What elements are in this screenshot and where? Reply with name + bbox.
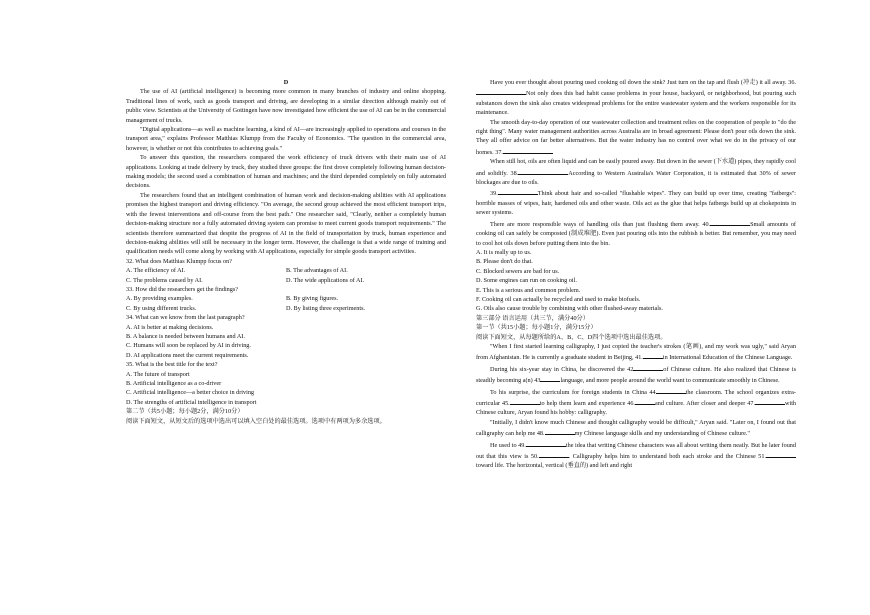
passage-paragraph: The researchers found that an intelligent combination of human work and decision-making abilities with AI applications promises the highest transport and driving efficiency. "On average, the second group achieved the most efficient transport trips, with the fewest interventions and off-course from the best path." One researcher said, "Clearly, neither a completely human decision-making structure nor a fully automated driving system can promise to meet current goods transport requirements." The scientists therefore summarized that despite the progress of AI in the field of transportation by truck, human experience and decision-making abilities will still be necessary in the longer term. However, the challenge is that a wide range of training and qualification needs will come along by working with AI applications, especially for simple goods transport activities.: [126, 191, 446, 256]
passage-paragraph: To answer this question, the researchers compared the work efficiency of truck drivers with their main use of AI applications. Looking at trade delivery by truck, they studied three groups: the first drove completely following human decision-making models; the second used a combination of human and machines; and the third depended completely on fully automated decisions.: [126, 154, 446, 190]
answer-blank[interactable]: [540, 374, 560, 382]
option-a: A. The future of transport: [126, 370, 190, 378]
answer-blank[interactable]: [510, 397, 540, 405]
section-instruction: 阅读下面短文，从短文后的选项中选出可以填入空白处的最佳选项。选项中有两项为多余选项。: [126, 417, 386, 425]
section-instruction: 阅读下面短文，从每题所给的A、B、C、D四个选项中选出最佳选项。: [476, 333, 667, 341]
option-a: A. AI is better at making decisions.: [126, 323, 214, 331]
option-b: B. By giving figures.: [286, 295, 339, 303]
option-b: B. Artificial intelligence as a co-driver: [126, 380, 222, 387]
answer-blank[interactable]: [643, 351, 663, 359]
cloze-paragraph: "When I first started learning calligraphy, I just copied the teacher's strokes (笔画), and my work was ugly," said Aryan from Afghanistan. He is currently a graduate student in Beijing, 41. in International Education of the Chinese Language.: [476, 342, 796, 362]
option-d: D. AI applications meet the current requirements.: [126, 351, 249, 359]
passage-paragraph: "Digital applications—as well as machine learning, a kind of AI—are increasingly applied to operations and courses in the transport area," explains Professor Matthias Klumpp from the Faculty of Economics. "The question in the commercial area, however, is whether or not this contributes to achieving goals.": [126, 126, 446, 152]
question-stem: 35. What is the best title for the text?: [126, 361, 218, 369]
cloze-paragraph: The smooth day-to-day operation of our wastewater collection and treatment relies on the cooperation of people to "do the right thing". Many water management authorities across Australia are in broad agreement: Please don't pour oils down the sink. They all offer advice on far better alternatives. But the water industry has no control over what we do in the privacy of our homes. 37.: [476, 118, 796, 156]
cloze-paragraph: 39. Think about hair and so-called "flushable wipes". They can build up over time, creating "fatbergs": horrible masses of wipes, hair, hardened oils and other waste. Oils act as the glue that helps fatbergs build up at chokepoints in sewer systems.: [476, 187, 796, 217]
option-row: [126, 276, 446, 285]
cloze-paragraph: When still hot, oils are often liquid and can be easily poured away. But down in the sewer (下水道) pipes, they rapidly cool and solidify. 38. According to Western Australia's Water Corporation, it is estimated that 30% of sewer blockages are due to oils.: [476, 158, 796, 187]
section-title: 第一节（共15小题；每小题1分，满分15分）: [476, 324, 597, 332]
option-d: D. The strengths of artificial intelligence in transport: [126, 398, 257, 406]
option-c: C. Blocked sewers are bad for us.: [476, 267, 560, 275]
answer-blank[interactable]: [766, 450, 796, 458]
right-column: [476, 78, 796, 471]
answer-blank[interactable]: [526, 439, 566, 447]
cloze-paragraph: There are more responsible ways of handling oils than just flushing them away. 40. Small amounts of cooking oil can safely be composted (制成堆肥). Even just pouring oils into the rubbish is better. But remember, you may need to cool hot oils down before putting them into the bin.: [476, 218, 796, 248]
option-d: D. Some engines can run on cooking oil.: [476, 277, 577, 285]
cloze-paragraph: He used to 49. the idea that writing Chinese characters was all about writing them neatly. But he later found out that this view is 50. . Calligraphy helps him to understand both each stroke and the Chinese 51.toward life. The horizontal, vertical (垂直的) and left and right: [476, 439, 796, 471]
answer-blank[interactable]: [710, 218, 750, 226]
passage-heading: D: [283, 79, 289, 86]
question-stem: 32. What does Matthias Klumpp focus on?: [126, 257, 232, 265]
option-b: B. Please don't do that.: [476, 258, 533, 266]
answer-blank[interactable]: [545, 427, 575, 435]
cloze-paragraph: During his six-year stay in China, he discovered the 42 of Chinese culture. He also realized that Chinese is steadily becoming a(n) 43 language, and more people around the world want to communicate smoothly in Chinese.: [476, 363, 796, 386]
question-stem: 34. What can we know from the last paragraph?: [126, 314, 245, 322]
part-title: 第三部分 语言运用（共三节，满分40分）: [476, 314, 589, 322]
passage-paragraph: The use of AI (artificial intelligence) is becoming more common in many branches of industry and online shopping. Traditional lines of work, such as goods transport and driving, are developing in a similar direction although mainly out of public view. Scientists at the University of Gottingen have now investigated how efficient the use of AI can be in the commercial management of trucks.: [126, 88, 446, 124]
answer-blank[interactable]: [633, 363, 663, 371]
option-a: A. It is really up to us.: [476, 248, 532, 256]
option-b: B. A balance is needed between humans and AI.: [126, 332, 245, 340]
cloze-paragraph: "Initially, I didn't know much Chinese and thought calligraphy would be difficult," Aryan said. "Later on, I found out that calligraphy can help me 48. my Chinese language skills and my understanding of Chinese culture.": [476, 418, 796, 438]
option-row: [126, 294, 446, 303]
answer-blank[interactable]: [476, 87, 526, 95]
option-row: [126, 266, 446, 275]
option-c: C. By using different trucks.: [126, 304, 197, 312]
answer-blank[interactable]: [635, 397, 655, 405]
option-e: E. This is a serious and common problem.: [476, 286, 581, 294]
answer-blank[interactable]: [518, 167, 568, 175]
option-f: F. Cooking oil can actually be recycled and used to make biofuels.: [476, 295, 641, 303]
answer-blank[interactable]: [503, 146, 553, 154]
option-d: D. By listing three experiments.: [286, 304, 366, 312]
section-title: 第二节（共5小题；每小题2分，满分10分）: [126, 408, 244, 416]
option-d: D. The wide applications of AI.: [286, 276, 365, 284]
option-c: C. Humans will soon be replaced by AI in driving.: [126, 342, 251, 350]
option-c: C. Artificial intelligence—a better choice in driving: [126, 389, 255, 397]
answer-blank[interactable]: [656, 386, 686, 394]
option-b: B. The advantages of AI.: [286, 267, 348, 275]
answer-blank[interactable]: [539, 450, 569, 458]
option-a: A. The efficiency of AI.: [126, 267, 186, 275]
option-a: A. By providing examples.: [126, 295, 193, 303]
answer-blank[interactable]: [498, 187, 538, 195]
cloze-paragraph: To his surprise, the curriculum for foreign students in China 44 the classroom. The school organizes extra-curricular 45. to help them learn and experience 46. and culture. After closer and deeper 47. with Chinese culture, Aryan found his hobby: calligraphy.: [476, 386, 796, 418]
cloze-paragraph: Have you ever thought about pouring used cooking oil down the sink? Just turn on the tap and flush (冲走) it all away. 36.Not only does this bad habit cause problems in your house, backyard, or neighborhood, but pouring such substances down the sink also creates widespread problems for the entire wastewater system and the workers responsible for its maintenance.: [476, 79, 796, 117]
option-g: G. Oils also cause trouble by combining with other flushed-away materials.: [476, 305, 663, 313]
question-stem: 33. How did the researchers get the findings?: [126, 285, 239, 293]
answer-blank[interactable]: [755, 397, 785, 405]
option-row: [126, 304, 446, 313]
left-column: [126, 78, 446, 426]
option-c: C. The problems caused by AI.: [126, 276, 203, 284]
